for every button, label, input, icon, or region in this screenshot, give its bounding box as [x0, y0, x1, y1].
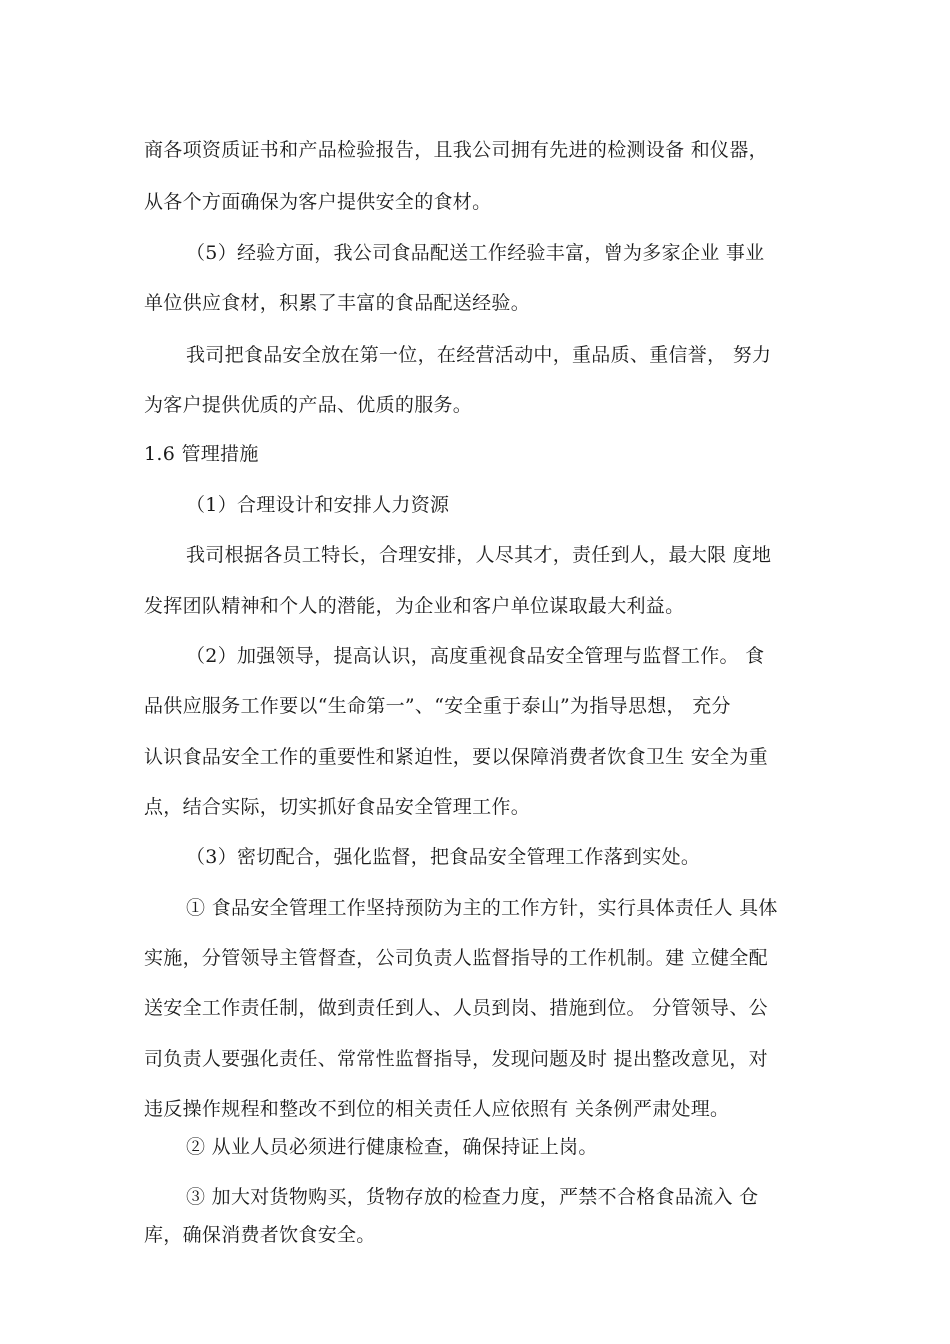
list-item: ③ 加大对货物购买，货物存放的检查力度，严禁不合格食品流入 仓	[186, 1186, 759, 1208]
text-line: 商各项资质证书和产品检验报告，且我公司拥有先进的检测设备 和仪器，	[144, 139, 768, 161]
list-item: ① 食品安全管理工作坚持预防为主的工作方针，实行具体责任人 具体	[186, 897, 778, 919]
text-line: 为客户提供优质的产品、优质的服务。	[144, 394, 473, 416]
text-line: 点，结合实际，切实抓好食品安全管理工作。	[144, 796, 531, 818]
text-line: （5）经验方面，我公司食品配送工作经验丰富，曾为多家企业 事业	[186, 242, 765, 264]
text-line: 单位供应食材，积累了丰富的食品配送经验。	[144, 292, 531, 314]
text-line: 送安全工作责任制，做到责任到人、人员到岗、措施到位。 分管领导、公	[144, 997, 768, 1019]
section-heading: 1.6 管理措施	[144, 443, 259, 465]
text-line: 品供应服务工作要以“生命第一”、“安全重于泰山”为指导思想， 充分	[144, 695, 731, 717]
subsection-heading: （3）密切配合，强化监督，把食品安全管理工作落到实处。	[186, 846, 701, 868]
text-line: 认识食品安全工作的重要性和紧迫性，要以保障消费者饮食卫生 安全为重	[144, 746, 768, 768]
text-line: （2）加强领导，提高认识，高度重视食品安全管理与监督工作。 食	[186, 645, 765, 667]
text-line: 库，确保消费者饮食安全。	[144, 1224, 376, 1246]
list-item: ② 从业人员必须进行健康检查，确保持证上岗。	[186, 1136, 598, 1158]
text-line: 我司把食品安全放在第一位，在经营活动中，重品质、重信誉， 努力	[186, 344, 772, 366]
text-line: 实施，分管领导主管督查，公司负责人监督指导的工作机制。建 立健全配	[144, 947, 768, 969]
text-line: 司负责人要强化责任、常常性监督指导，发现问题及时 提出整改意见，对	[144, 1048, 768, 1070]
text-line: 我司根据各员工特长，合理安排，人尽其才，责任到人，最大限 度地	[186, 544, 772, 566]
subsection-heading: （1）合理设计和安排人力资源	[186, 494, 450, 516]
text-line: 从各个方面确保为客户提供安全的食材。	[144, 191, 492, 213]
text-line: 发挥团队精神和个人的潜能，为企业和客户单位谋取最大利益。	[144, 595, 685, 617]
text-line: 违反操作规程和整改不到位的相关责任人应依照有 关条例严肃处理。	[144, 1098, 730, 1120]
